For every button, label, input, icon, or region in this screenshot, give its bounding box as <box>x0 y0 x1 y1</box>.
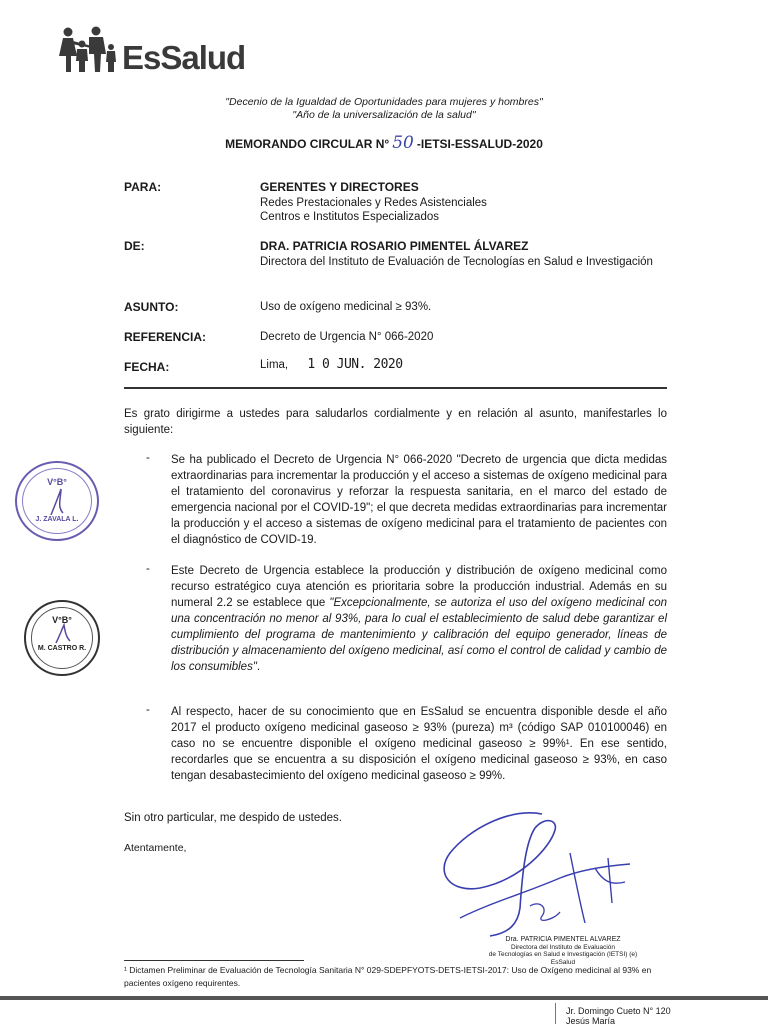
para-value <box>260 180 670 225</box>
footer-band <box>0 996 768 1000</box>
year-line: "Año de la universalización de la salud" <box>292 109 476 121</box>
fecha-value <box>260 358 670 373</box>
para-line2: Centros e Institutos Especializados <box>260 211 439 223</box>
footer-separator <box>555 1003 556 1024</box>
fecha-label: FECHA: <box>124 360 170 374</box>
family-logo-icon <box>56 26 120 74</box>
signature-caption <box>463 936 663 966</box>
stamp-1-initials-icon <box>45 487 69 517</box>
header-divider <box>124 387 667 389</box>
signatory-name: Dra. PATRICIA PIMENTEL ALVAREZ <box>505 936 621 943</box>
footer-address-line1: Jr. Domingo Cueto N° 120 <box>566 1006 671 1016</box>
bullet-dash: - <box>146 452 150 464</box>
bullet-2-quote: "Excepcionalmente, se autoriza el uso del oxígeno medicinal con una concentración no menor al 93%, para lo cual el establecimiento de salud debe garantizar el cumplimiento del programa de mantenimiento y calibración del equipo generador, líneas de distribución y almacenamiento del oxígeno medicinal, así como el control de calidad y cambio de los consumibles" <box>171 597 667 673</box>
decade-line: "Decenio de la Igualdad de Oportunidades para mujeres y hombres" <box>225 96 543 108</box>
de-name: DRA. PATRICIA ROSARIO PIMENTEL ÁLVAREZ <box>260 239 529 253</box>
memo-title-suffix: -IETSI-ESSALUD-2020 <box>416 137 543 151</box>
signatory-org: EsSalud <box>550 958 576 966</box>
footer-address-line2: Jesús María <box>566 1016 616 1026</box>
footer-address <box>566 1006 671 1026</box>
para-line1: Redes Prestacionales y Redes Asistenciales <box>260 196 487 209</box>
fecha-date-stamp: 1 0 JUN. 2020 <box>307 357 403 372</box>
bullet-2-start: Este Decreto de Urgencia establece la producción y distribución de oxígeno medicinal como recurso estratégico cuya atención es prioritaria sobre la producción industrial. Además en su numeral 2.2 se establece que <box>171 565 667 609</box>
approval-stamp-1 <box>15 461 99 541</box>
asunto-value: Uso de oxígeno medicinal ≥ 93%. <box>260 301 432 313</box>
referencia-label: REFERENCIA: <box>124 330 207 344</box>
signatory-role-1: Directora del Instituto de Evaluación <box>510 943 616 951</box>
de-value <box>260 239 670 269</box>
bullet-dash: - <box>146 704 150 716</box>
signoff: Atentamente, <box>124 842 187 854</box>
logo-wordmark: EsSalud <box>122 39 246 76</box>
stamp-2-name: M. CASTRO R. <box>37 645 87 652</box>
memo-number: 50 <box>392 133 414 153</box>
footnote: ¹ Dictamen Preliminar de Evaluación de Tecnología Sanitaria N° 029-SDEPFYOTS-DETS-IETSI-2017: Uso de Oxígeno medicinal al 93% en pacientes oxígeno requirentes. <box>124 965 652 988</box>
signature-scribble-icon <box>430 808 650 943</box>
de-label: DE: <box>124 239 145 253</box>
closing-line: Sin otro particular, me despido de ustedes. <box>124 812 342 824</box>
footnote-divider <box>124 960 304 961</box>
de-role: Directora del Instituto de Evaluación de Tecnologías en Salud e Investigación <box>260 255 653 268</box>
stamp-1-vb: V°B° <box>47 477 67 487</box>
bullet-2 <box>171 563 667 675</box>
bullet-2-end: . <box>256 661 261 673</box>
stamp-2-initials-icon <box>52 623 74 645</box>
stamp-2-vb: V°B° <box>52 615 72 625</box>
asunto-label: ASUNTO: <box>124 300 179 314</box>
approval-stamp-2 <box>24 600 100 676</box>
bullet-dash: - <box>146 563 150 575</box>
stamp-1-name: J. ZAVALA L. <box>35 516 79 523</box>
essalud-logo <box>56 26 245 74</box>
fecha-city: Lima, <box>260 359 289 371</box>
signatory-role-2: de Tecnologías en Salud e Investigación (IETSI) (e) <box>488 951 638 958</box>
intro-paragraph: Es grato dirigirme a ustedes para saludarlos cordialmente y en relación al asunto, manifestarles lo siguiente: <box>124 408 667 436</box>
memo-title-prefix: MEMORANDO CIRCULAR N° <box>225 137 390 151</box>
para-label: PARA: <box>124 180 162 194</box>
memo-title <box>0 133 768 153</box>
para-title: GERENTES Y DIRECTORES <box>260 180 419 194</box>
referencia-value: Decreto de Urgencia N° 066-2020 <box>260 331 434 343</box>
bullet-1: Se ha publicado el Decreto de Urgencia N° 066-2020 "Decreto de urgencia que dicta medidas extraordinarias para incrementar la producción y el acceso a sistemas de oxígeno medicinal para el tratamiento del coronavirus y reforzar la respuesta sanitaria, en el marco del estado de emergencia nacional por el COVID-19"; el que decreta medidas extraordinarias para incrementar la producción y el acceso a sistemas de oxígeno medicinal para el tratamiento de pacientes con el diagnóstico de COVID-19. <box>171 454 667 546</box>
bullet-3: Al respecto, hacer de su conocimiento que en EsSalud se encuentra disponible desde el año 2017 el producto oxígeno medicinal gaseoso ≥ 93% (pureza) m³ (código SAP 010100046) en caso no se encuentre disponible el oxígeno medicinal gaseoso ≥ 99%¹. En ese sentido, recordarles que se encuentra a su disposición el oxígeno medicinal gaseoso ≥ 93%, en caso tengan desabastecimiento del oxígeno medicinal gaseoso ≥ 99%. <box>171 706 667 782</box>
